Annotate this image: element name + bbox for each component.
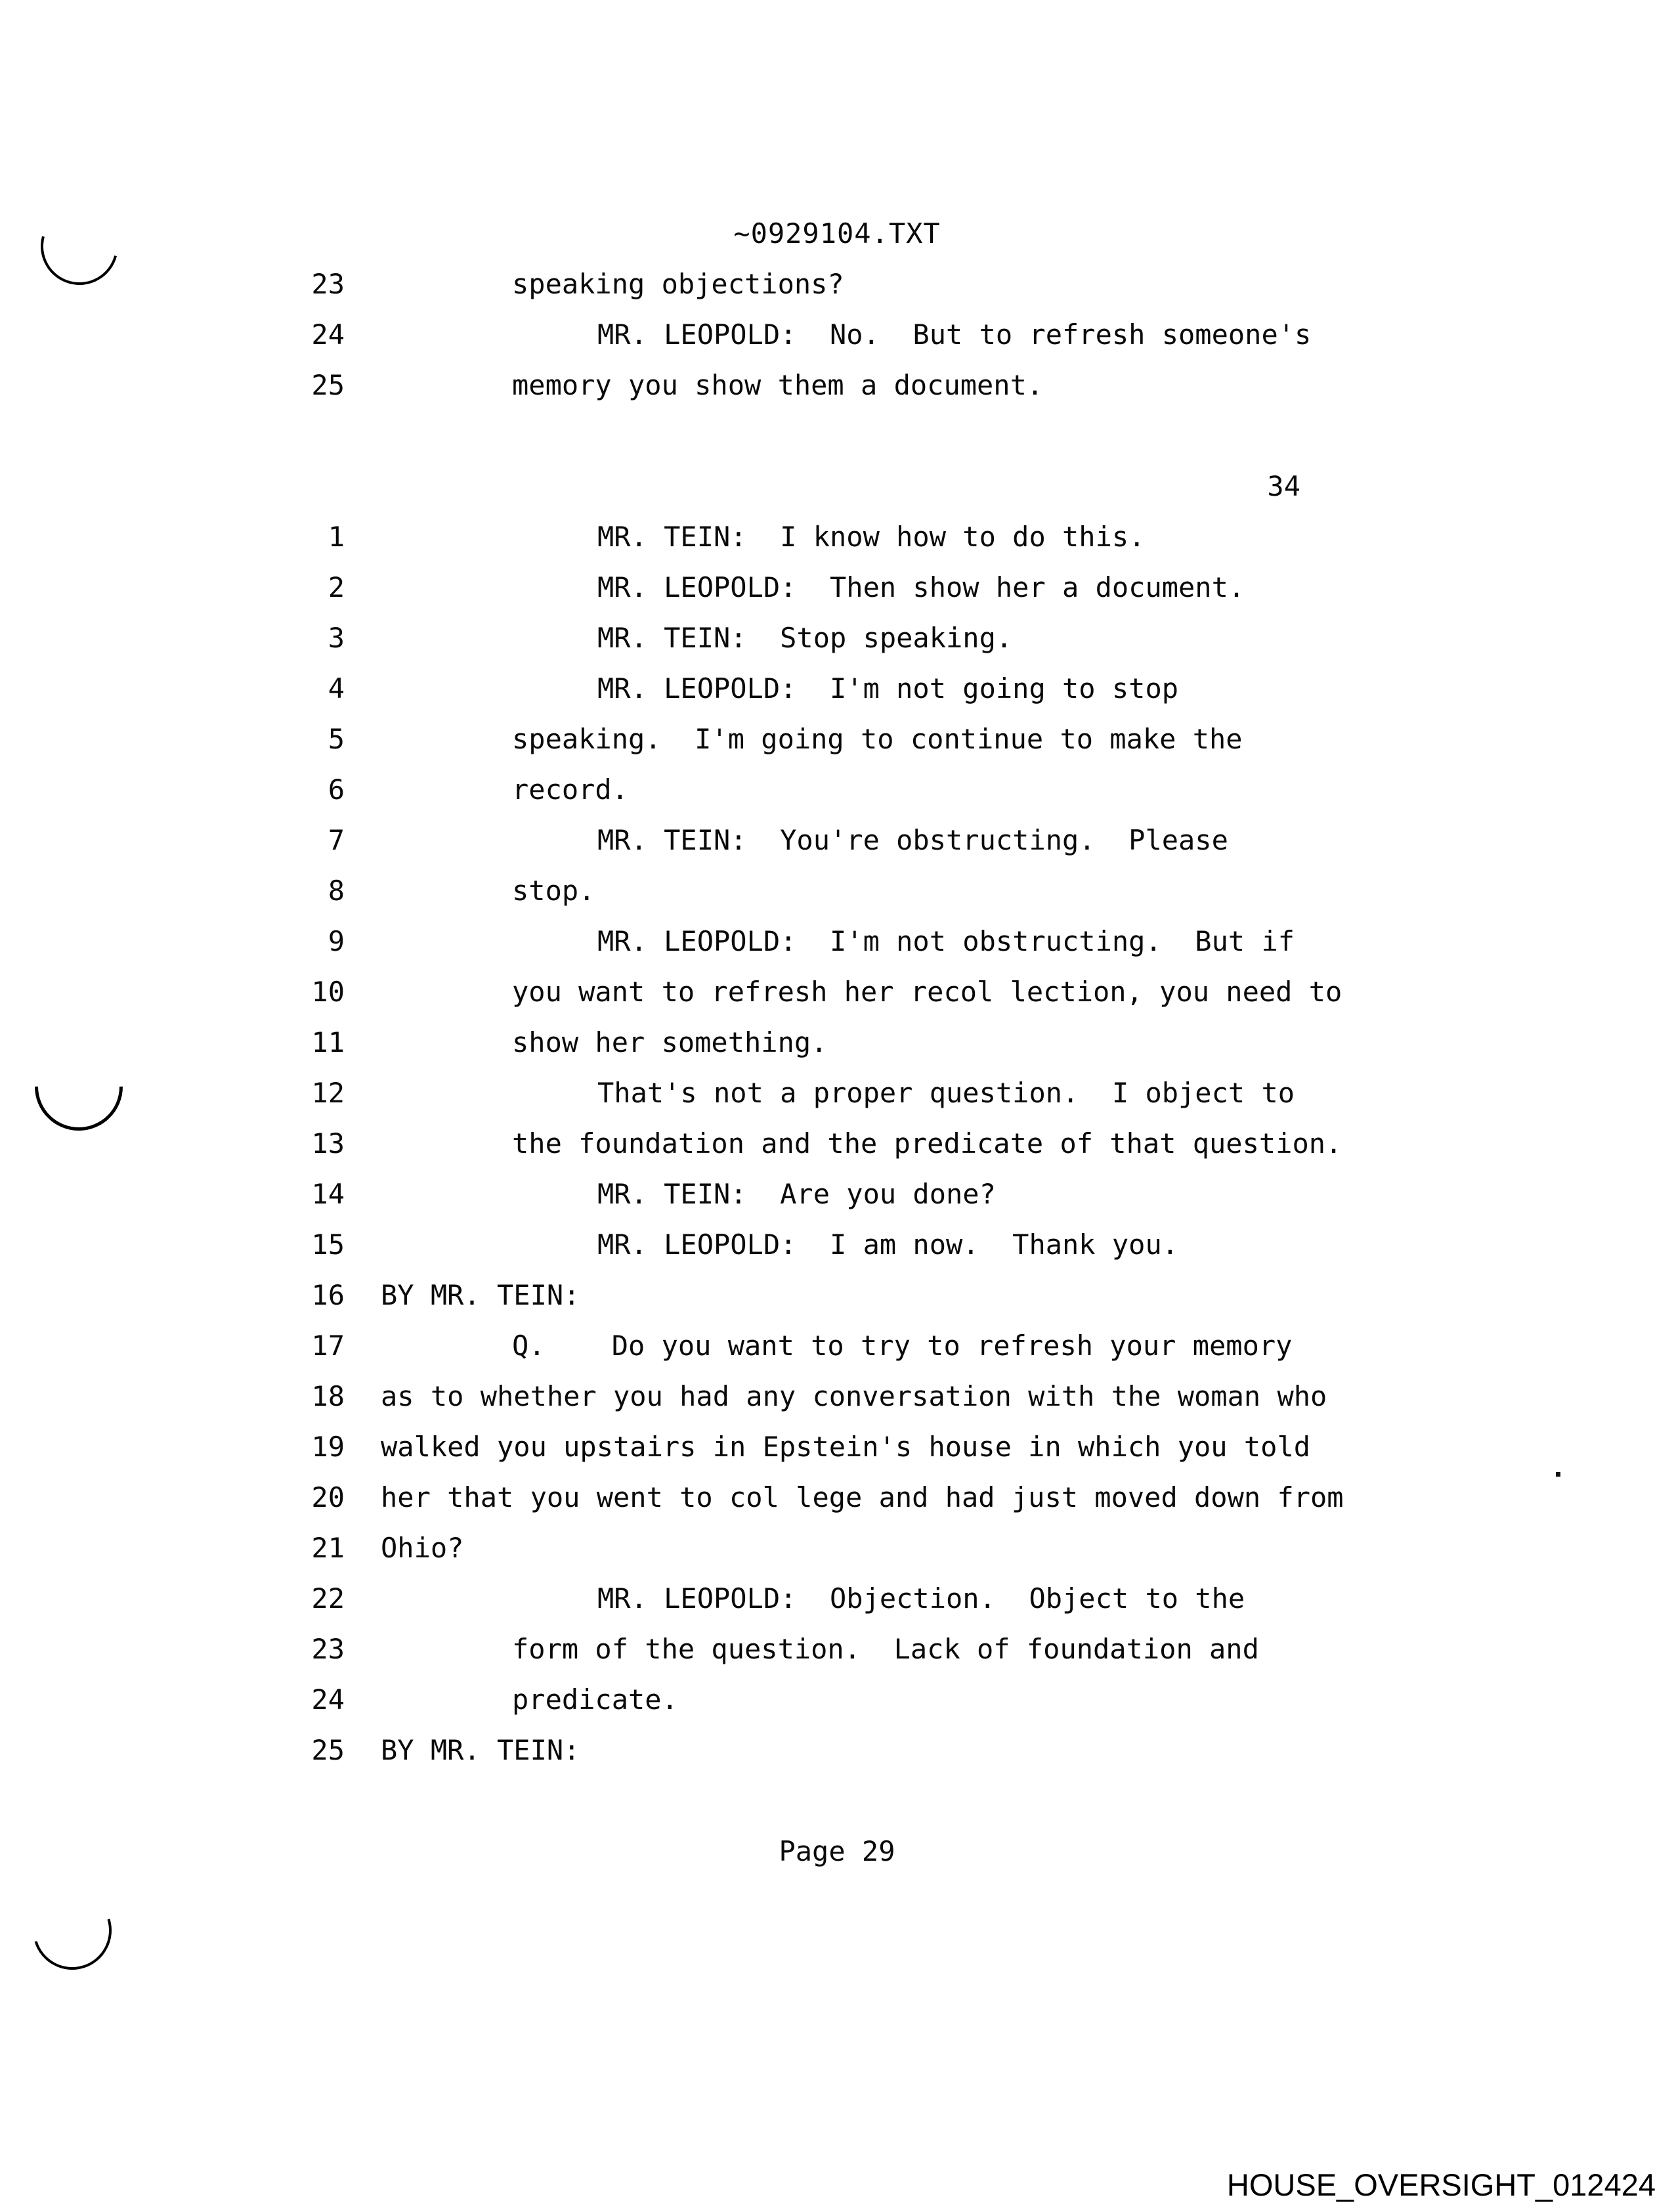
line-number: 20 xyxy=(311,1481,345,1513)
line-text: MR. TEIN: Stop speaking. xyxy=(597,622,1013,654)
line-number: 1 xyxy=(328,521,345,553)
line-text: you want to refresh her recol lection, you need to xyxy=(512,976,1342,1008)
line-text: stop. xyxy=(512,875,595,907)
line-number: 24 xyxy=(311,318,345,351)
transcript-line xyxy=(0,360,1674,410)
line-text: BY MR. TEIN: xyxy=(381,1734,580,1766)
line-number: 18 xyxy=(311,1380,345,1412)
transcript-line xyxy=(0,259,1674,309)
page-number-top: 34 xyxy=(1267,470,1300,502)
line-number: 15 xyxy=(311,1228,345,1261)
line-text: her that you went to col lege and had just moved down from xyxy=(381,1481,1344,1513)
line-number: 21 xyxy=(311,1532,345,1564)
transcript-line xyxy=(0,309,1674,360)
transcript-line xyxy=(0,966,1674,1017)
transcript-line xyxy=(0,511,1674,562)
main-block xyxy=(0,511,1674,1775)
line-number: 25 xyxy=(311,369,345,401)
transcript-line xyxy=(0,613,1674,663)
line-number: 22 xyxy=(311,1582,345,1615)
transcript-line xyxy=(0,1573,1674,1624)
transcript-line xyxy=(0,1523,1674,1573)
line-number: 10 xyxy=(311,976,345,1008)
footer-page-label: Page 29 xyxy=(779,1835,895,1867)
transcript-line xyxy=(0,1219,1674,1270)
line-text: That's not a proper question. I object to xyxy=(597,1077,1295,1109)
line-number: 12 xyxy=(311,1077,345,1109)
line-text: speaking objections? xyxy=(512,268,844,300)
line-text: MR. TEIN: I know how to do this. xyxy=(597,521,1146,553)
transcript-line xyxy=(0,1421,1674,1472)
line-text: speaking. I'm going to continue to make the xyxy=(512,723,1243,755)
line-text: MR. TEIN: You're obstructing. Please xyxy=(597,824,1228,856)
line-text: predicate. xyxy=(512,1683,678,1716)
carryover-block xyxy=(0,259,1674,410)
line-text: Ohio? xyxy=(381,1532,464,1564)
line-number: 23 xyxy=(311,268,345,300)
line-number: 13 xyxy=(311,1127,345,1160)
line-text: BY MR. TEIN: xyxy=(381,1279,580,1311)
line-text: the foundation and the predicate of that question. xyxy=(512,1127,1342,1160)
transcript-line xyxy=(0,1674,1674,1725)
transcript-line xyxy=(0,714,1674,764)
line-number: 5 xyxy=(328,723,345,755)
bates-stamp: HOUSE_OVERSIGHT_012424 xyxy=(1226,2167,1656,2202)
line-text: MR. LEOPOLD: Objection. Object to the xyxy=(597,1582,1245,1615)
transcript-line xyxy=(0,815,1674,865)
blank-row xyxy=(0,410,1674,461)
line-number: 2 xyxy=(328,571,345,603)
line-text: form of the question. Lack of foundation and xyxy=(512,1633,1259,1665)
transcript-line xyxy=(0,1169,1674,1219)
line-text: show her something. xyxy=(512,1026,828,1058)
transcript-line xyxy=(0,1371,1674,1421)
line-number: 7 xyxy=(328,824,345,856)
line-number: 14 xyxy=(311,1178,345,1210)
transcript-line xyxy=(0,865,1674,916)
transcript-line xyxy=(0,1017,1674,1068)
line-number: 25 xyxy=(311,1734,345,1766)
line-text: MR. LEOPOLD: I'm not obstructing. But if xyxy=(597,925,1295,957)
line-text: MR. LEOPOLD: I am now. Thank you. xyxy=(597,1228,1179,1261)
line-text: memory you show them a document. xyxy=(512,369,1044,401)
line-number: 24 xyxy=(311,1683,345,1716)
transcript-line xyxy=(0,1624,1674,1674)
transcript-line xyxy=(0,663,1674,714)
line-text: as to whether you had any conversation with the woman who xyxy=(381,1380,1327,1412)
hole-punch-arc-bottom xyxy=(19,1877,125,1984)
transcript-line xyxy=(0,1472,1674,1523)
line-number: 8 xyxy=(328,875,345,907)
line-number: 16 xyxy=(311,1279,345,1311)
line-number: 3 xyxy=(328,622,345,654)
line-number: 4 xyxy=(328,672,345,705)
transcript-line xyxy=(0,1320,1674,1371)
line-number: 11 xyxy=(311,1026,345,1058)
line-text: Q. Do you want to try to refresh your memory xyxy=(512,1330,1293,1362)
line-number: 23 xyxy=(311,1633,345,1665)
line-text: MR. LEOPOLD: No. But to refresh someone's xyxy=(597,318,1312,351)
transcript-line xyxy=(0,1270,1674,1320)
transcript-line xyxy=(0,1068,1674,1118)
transcript-line xyxy=(0,916,1674,966)
transcript-line xyxy=(0,1725,1674,1775)
line-text: MR. LEOPOLD: Then show her a document. xyxy=(597,571,1245,603)
line-number: 19 xyxy=(311,1431,345,1463)
header-filename: ~0929104.TXT xyxy=(733,217,941,249)
line-number: 6 xyxy=(328,773,345,806)
line-text: walked you upstairs in Epstein's house in which you told xyxy=(381,1431,1311,1463)
transcript-line xyxy=(0,1118,1674,1169)
line-text: MR. LEOPOLD: I'm not going to stop xyxy=(597,672,1179,705)
line-number: 9 xyxy=(328,925,345,957)
line-text: MR. TEIN: Are you done? xyxy=(597,1178,996,1210)
transcript-line xyxy=(0,764,1674,815)
line-text: record. xyxy=(512,773,629,806)
blank-row xyxy=(0,1775,1674,1826)
transcript-line xyxy=(0,562,1674,613)
line-number: 17 xyxy=(311,1330,345,1362)
